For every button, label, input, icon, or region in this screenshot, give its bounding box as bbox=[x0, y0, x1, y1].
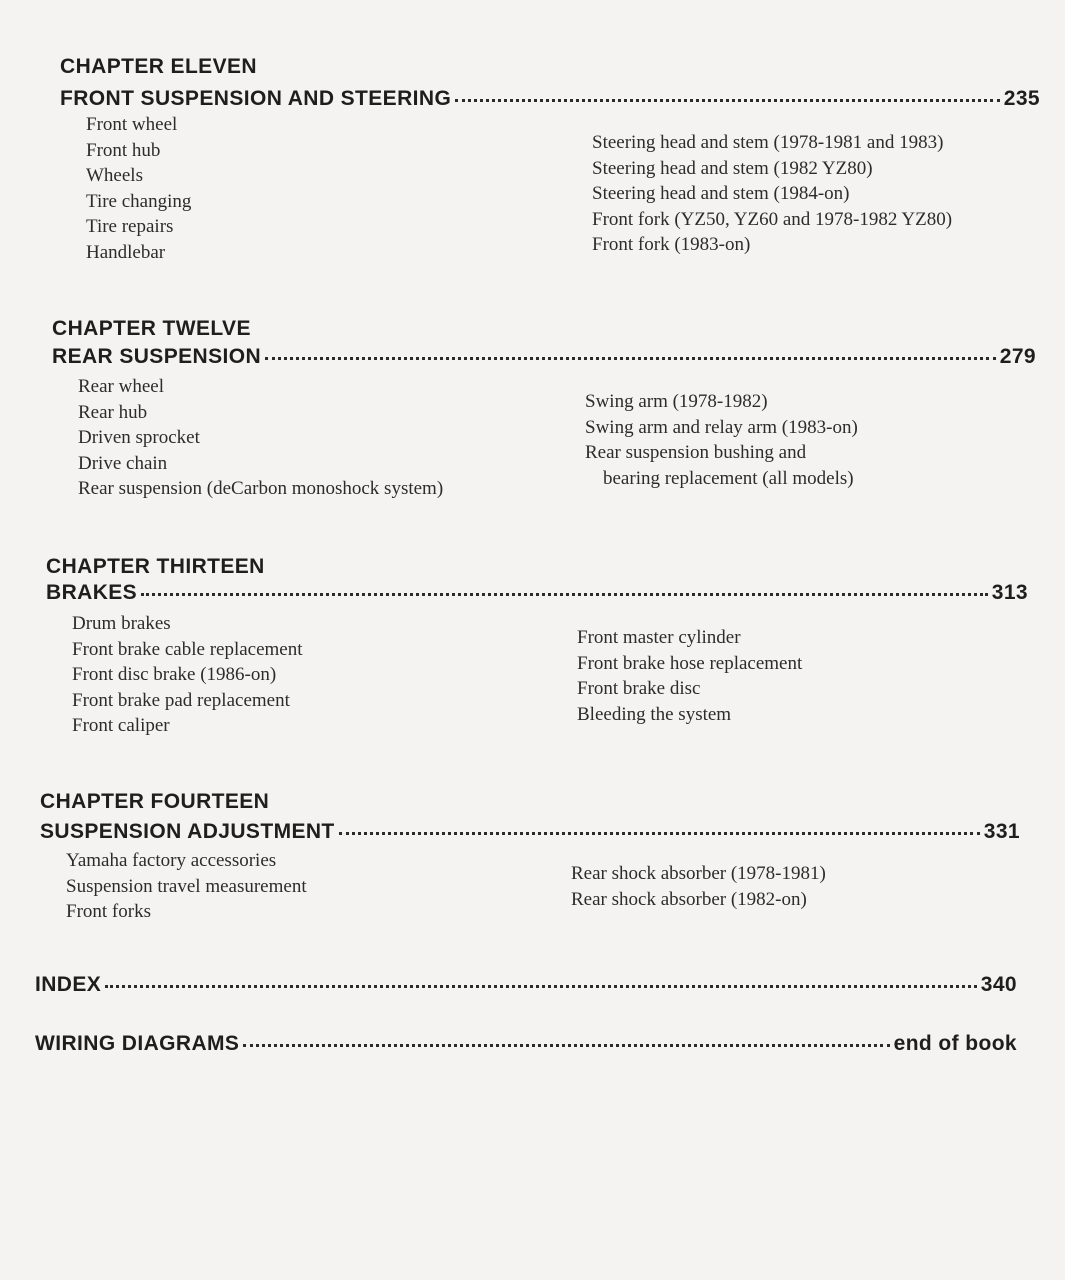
subtopic: Swing arm (1978-1982) bbox=[585, 391, 768, 412]
subtopic: Rear hub bbox=[78, 401, 148, 423]
dot-leader bbox=[265, 357, 996, 360]
subtopic: Rear suspension (deCarbon monoshock system) bbox=[78, 478, 444, 499]
chapter-label: CHAPTER TWELVE bbox=[52, 317, 251, 340]
subtopic: Drum brakes bbox=[72, 613, 171, 634]
subtopic: Front brake hose replacement bbox=[577, 652, 803, 674]
subtopic: Front wheel bbox=[86, 114, 178, 135]
page-number: 235 bbox=[1003, 87, 1040, 110]
subtopics-left bbox=[78, 374, 443, 502]
chapter-title: SUSPENSION ADJUSTMENT bbox=[40, 820, 335, 843]
dot-leader bbox=[339, 832, 980, 835]
subtopic: Tire changing bbox=[86, 190, 192, 212]
subtopic: Rear wheel bbox=[78, 376, 164, 397]
subtopic: Front disc brake (1986-on) bbox=[72, 664, 277, 685]
subtopic: Swing arm and relay arm (1983-on) bbox=[585, 416, 858, 438]
subtopics-right bbox=[577, 625, 802, 727]
subtopic: Suspension travel measurement bbox=[66, 875, 307, 897]
chapter-title: FRONT SUSPENSION AND STEERING bbox=[60, 87, 452, 110]
page-number: end of book bbox=[893, 1032, 1017, 1055]
subtopic: Bleeding the system bbox=[577, 703, 732, 725]
chapter-title-line bbox=[40, 820, 1020, 844]
subtopic: Front caliper bbox=[72, 715, 170, 736]
subtopics-right bbox=[592, 130, 952, 258]
subtopic: Front brake disc bbox=[577, 678, 701, 699]
subtopics-right bbox=[571, 861, 826, 912]
wiring-diagrams-line bbox=[35, 1032, 1017, 1056]
subtopic: Driven sprocket bbox=[78, 427, 200, 448]
chapter-label: CHAPTER ELEVEN bbox=[60, 55, 257, 78]
page-number: 279 bbox=[999, 345, 1036, 368]
subtopics-left bbox=[72, 611, 303, 739]
subtopic: Tire repairs bbox=[86, 216, 174, 237]
subtopics-left bbox=[66, 848, 307, 925]
subtopic: Front master cylinder bbox=[577, 627, 741, 648]
chapter-title: REAR SUSPENSION bbox=[52, 345, 262, 368]
chapter-title-line bbox=[52, 345, 1036, 369]
index-title: INDEX bbox=[35, 973, 102, 996]
subtopic: Rear shock absorber (1982-on) bbox=[571, 888, 807, 910]
wiring-diagrams-title: WIRING DIAGRAMS bbox=[35, 1032, 240, 1055]
dot-leader bbox=[141, 593, 988, 596]
subtopic: Steering head and stem (1982 YZ80) bbox=[592, 157, 873, 179]
chapter-title-line bbox=[60, 87, 1040, 111]
subtopic: Front forks bbox=[66, 901, 151, 922]
subtopic: Wheels bbox=[86, 165, 143, 186]
subtopic: Front brake pad replacement bbox=[72, 689, 290, 711]
subtopic: Drive chain bbox=[78, 452, 168, 474]
subtopics-right bbox=[585, 389, 858, 491]
subtopic: Steering head and stem (1978-1981 and 1983) bbox=[592, 132, 944, 153]
subtopic: Rear suspension bushing and bbox=[585, 442, 807, 463]
subtopic: Steering head and stem (1984-on) bbox=[592, 183, 850, 204]
chapter-label: CHAPTER THIRTEEN bbox=[46, 555, 265, 578]
subtopic: Front brake cable replacement bbox=[72, 638, 303, 660]
page-number: 313 bbox=[991, 581, 1028, 604]
subtopic: Front fork (YZ50, YZ60 and 1978-1982 YZ80) bbox=[592, 208, 953, 230]
chapter-title-line bbox=[46, 581, 1028, 605]
subtopic: Front hub bbox=[86, 139, 161, 161]
subtopic: Handlebar bbox=[86, 241, 166, 263]
subtopic: Yamaha factory accessories bbox=[66, 850, 277, 871]
page-number: 340 bbox=[980, 973, 1017, 996]
index-line bbox=[35, 973, 1017, 997]
subtopic: Rear shock absorber (1978-1981) bbox=[571, 863, 826, 884]
subtopic: bearing replacement (all models) bbox=[603, 467, 854, 489]
subtopics-left bbox=[86, 112, 191, 265]
dot-leader bbox=[105, 985, 977, 988]
chapter-title: BRAKES bbox=[46, 581, 138, 604]
dot-leader bbox=[243, 1044, 889, 1047]
subtopic: Front fork (1983-on) bbox=[592, 234, 751, 255]
dot-leader bbox=[455, 99, 1000, 102]
chapter-label: CHAPTER FOURTEEN bbox=[40, 790, 270, 813]
page-number: 331 bbox=[983, 820, 1020, 843]
